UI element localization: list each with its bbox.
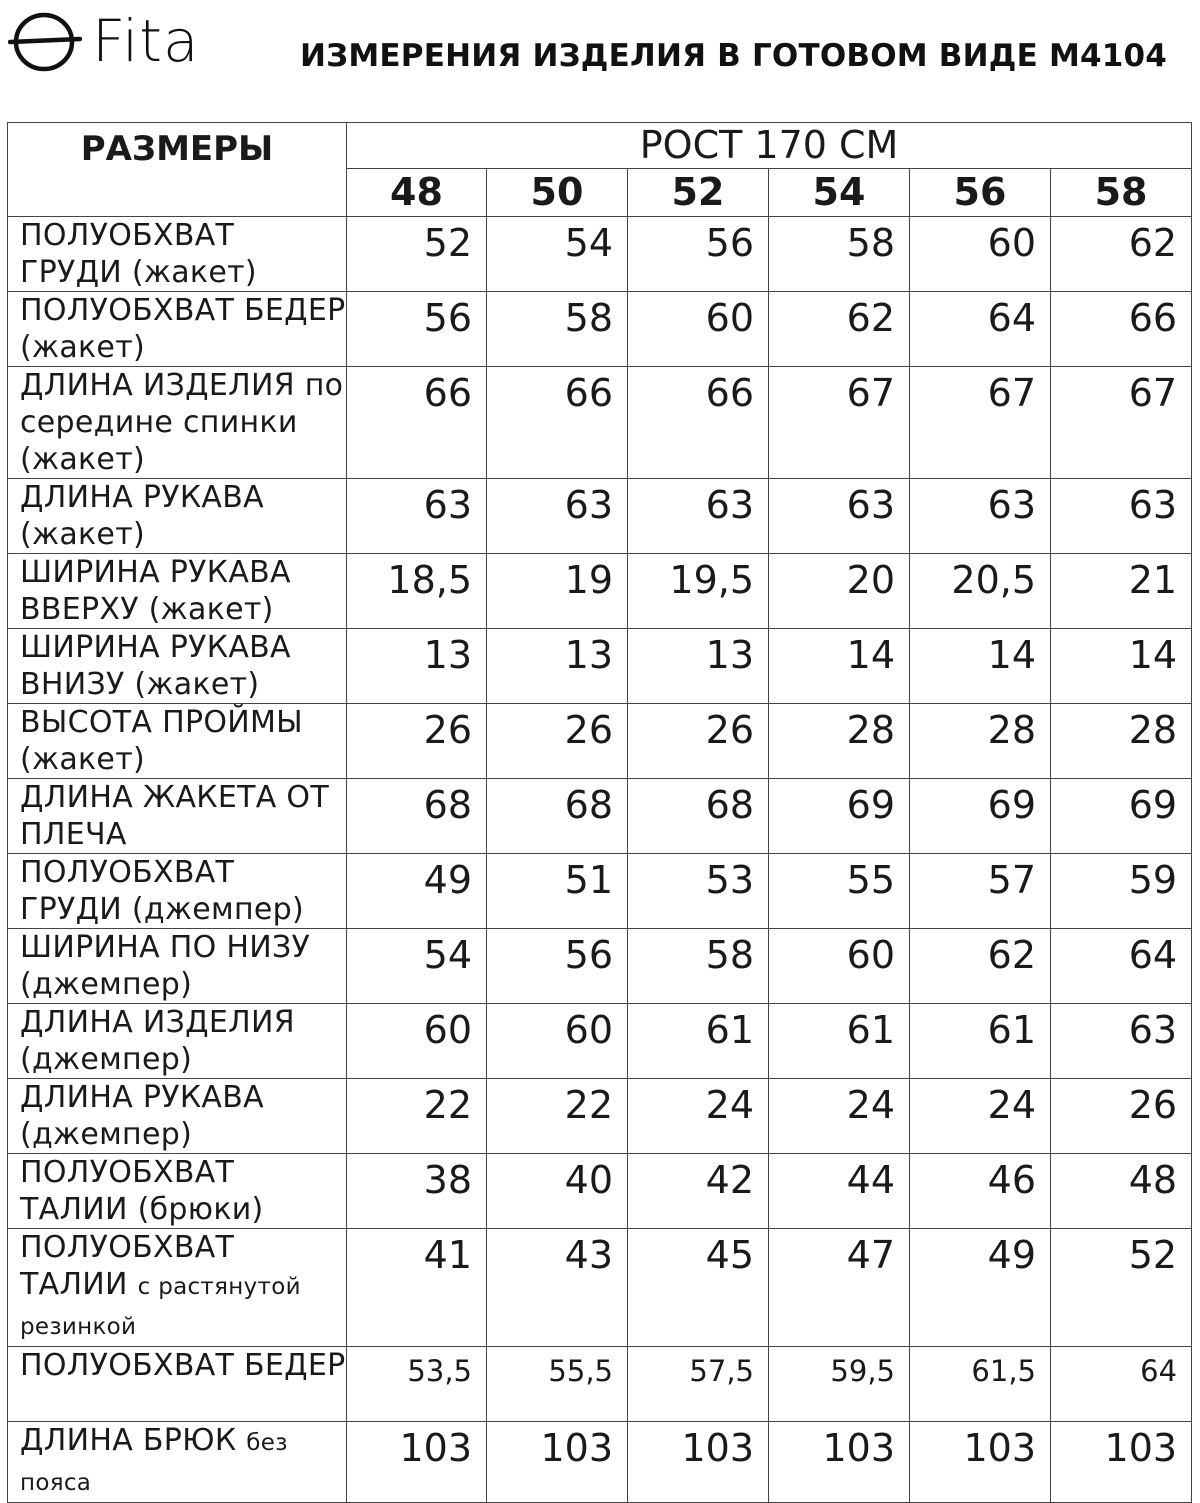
measurement-value: 67 bbox=[769, 367, 910, 479]
table-row bbox=[8, 479, 1192, 554]
measurement-label: ДЛИНА ЖАКЕТА ОТ ПЛЕЧА bbox=[8, 779, 347, 854]
measurement-value: 60 bbox=[487, 1004, 628, 1079]
measurement-value: 103 bbox=[769, 1422, 910, 1503]
measurement-value: 49 bbox=[910, 1229, 1051, 1347]
measurement-value: 66 bbox=[347, 367, 487, 479]
measurement-value: 26 bbox=[347, 704, 487, 779]
measurement-label-note: без пояса bbox=[20, 1430, 288, 1496]
measurement-value: 58 bbox=[769, 217, 910, 292]
sizes-header: РАЗМЕРЫ bbox=[8, 123, 347, 217]
measurement-value: 66 bbox=[628, 367, 769, 479]
measurement-value: 66 bbox=[487, 367, 628, 479]
measurement-label: ПОЛУОБХВАТ ТАЛИИ (брюки) bbox=[8, 1154, 347, 1229]
measurement-value: 68 bbox=[628, 779, 769, 854]
measurement-value: 13 bbox=[347, 629, 487, 704]
table-row bbox=[8, 1347, 1192, 1422]
measurement-value: 38 bbox=[347, 1154, 487, 1229]
measurement-value: 26 bbox=[1051, 1079, 1192, 1154]
fita-logo-icon bbox=[8, 8, 82, 74]
measurement-label: ПОЛУОБХВАТ БЕДЕР (жакет) bbox=[8, 292, 347, 367]
measurement-value: 61,5 bbox=[910, 1347, 1051, 1422]
measurement-value: 42 bbox=[628, 1154, 769, 1229]
document-title: ИЗМЕРЕНИЯ ИЗДЕЛИЯ В ГОТОВОМ ВИДЕ М4104 bbox=[300, 38, 1168, 74]
table-row bbox=[8, 1229, 1192, 1347]
size-header-cell: 54 bbox=[769, 169, 910, 217]
measurement-label-main: ДЛИНА БРЮК bbox=[20, 1423, 237, 1458]
measurement-value: 62 bbox=[769, 292, 910, 367]
measurement-value: 67 bbox=[1051, 367, 1192, 479]
measurement-value: 55 bbox=[769, 854, 910, 929]
measurement-value: 63 bbox=[1051, 1004, 1192, 1079]
measurement-value: 46 bbox=[910, 1154, 1051, 1229]
measurement-value: 13 bbox=[628, 629, 769, 704]
measurement-value: 63 bbox=[347, 479, 487, 554]
size-chart-table bbox=[7, 122, 1192, 1503]
measurement-value: 20 bbox=[769, 554, 910, 629]
measurement-value: 49 bbox=[347, 854, 487, 929]
measurement-value: 60 bbox=[910, 217, 1051, 292]
table-row bbox=[8, 704, 1192, 779]
measurement-label-main: ПОЛУОБХВАТ ТАЛИИ bbox=[20, 1230, 235, 1302]
measurement-label: ДЛИНА РУКАВА (жакет) bbox=[8, 479, 347, 554]
measurement-value: 63 bbox=[1051, 479, 1192, 554]
measurement-value: 40 bbox=[487, 1154, 628, 1229]
size-header-cell: 50 bbox=[487, 169, 628, 217]
measurement-value: 61 bbox=[628, 1004, 769, 1079]
measurement-label: ДЛИНА ИЗДЕЛИЯ по середине спинки (жакет) bbox=[8, 367, 347, 479]
measurement-value: 103 bbox=[910, 1422, 1051, 1503]
measurement-value: 67 bbox=[910, 367, 1051, 479]
measurement-value: 45 bbox=[628, 1229, 769, 1347]
measurement-value: 58 bbox=[487, 292, 628, 367]
measurement-value: 48 bbox=[1051, 1154, 1192, 1229]
measurement-value: 69 bbox=[769, 779, 910, 854]
measurement-value: 28 bbox=[1051, 704, 1192, 779]
table-row bbox=[8, 1079, 1192, 1154]
measurement-value: 44 bbox=[769, 1154, 910, 1229]
measurement-value: 21 bbox=[1051, 554, 1192, 629]
measurement-value: 14 bbox=[1051, 629, 1192, 704]
measurement-value: 52 bbox=[347, 217, 487, 292]
measurement-value: 69 bbox=[1051, 779, 1192, 854]
measurement-value: 62 bbox=[1051, 217, 1192, 292]
table-row bbox=[8, 1422, 1192, 1503]
measurement-value: 63 bbox=[487, 479, 628, 554]
measurement-value: 53 bbox=[628, 854, 769, 929]
measurement-value: 68 bbox=[347, 779, 487, 854]
measurement-value: 26 bbox=[628, 704, 769, 779]
measurement-value: 59,5 bbox=[769, 1347, 910, 1422]
measurement-value: 19 bbox=[487, 554, 628, 629]
measurement-label: ПОЛУОБХВАТ ГРУДИ (жакет) bbox=[8, 217, 347, 292]
measurement-value: 18,5 bbox=[347, 554, 487, 629]
measurement-value: 60 bbox=[628, 292, 769, 367]
measurement-value: 54 bbox=[347, 929, 487, 1004]
measurement-label: ПОЛУОБХВАТ ГРУДИ (джемпер) bbox=[8, 854, 347, 929]
measurement-value: 64 bbox=[910, 292, 1051, 367]
table-row bbox=[8, 367, 1192, 479]
size-header-cell: 48 bbox=[347, 169, 487, 217]
measurement-value: 13 bbox=[487, 629, 628, 704]
measurement-value: 56 bbox=[628, 217, 769, 292]
measurement-label: ШИРИНА РУКАВА ВВЕРХУ (жакет) bbox=[8, 554, 347, 629]
brand-name: Fita bbox=[92, 7, 200, 75]
measurement-value: 14 bbox=[769, 629, 910, 704]
measurement-value: 103 bbox=[1051, 1422, 1192, 1503]
measurement-value: 68 bbox=[487, 779, 628, 854]
measurement-value: 103 bbox=[347, 1422, 487, 1503]
measurement-value: 41 bbox=[347, 1229, 487, 1347]
table-row bbox=[8, 554, 1192, 629]
measurement-value: 64 bbox=[1051, 1347, 1192, 1422]
table-row bbox=[8, 292, 1192, 367]
measurement-value: 60 bbox=[347, 1004, 487, 1079]
measurement-value: 43 bbox=[487, 1229, 628, 1347]
measurement-label: ДЛИНА ИЗДЕЛИЯ (джемпер) bbox=[8, 1004, 347, 1079]
measurement-value: 19,5 bbox=[628, 554, 769, 629]
size-header-cell: 56 bbox=[910, 169, 1051, 217]
measurement-value: 20,5 bbox=[910, 554, 1051, 629]
measurement-value: 52 bbox=[1051, 1229, 1192, 1347]
measurement-label: ПОЛУОБХВАТ БЕДЕР bbox=[8, 1347, 347, 1422]
measurement-label bbox=[8, 1229, 347, 1347]
measurement-value: 61 bbox=[769, 1004, 910, 1079]
measurement-value: 47 bbox=[769, 1229, 910, 1347]
measurement-value: 58 bbox=[628, 929, 769, 1004]
measurement-value: 66 bbox=[1051, 292, 1192, 367]
measurement-value: 57 bbox=[910, 854, 1051, 929]
measurement-value: 14 bbox=[910, 629, 1051, 704]
measurement-value: 59 bbox=[1051, 854, 1192, 929]
measurement-value: 24 bbox=[910, 1079, 1051, 1154]
measurement-label: ШИРИНА РУКАВА ВНИЗУ (жакет) bbox=[8, 629, 347, 704]
table-row bbox=[8, 1154, 1192, 1229]
measurement-label bbox=[8, 1422, 347, 1503]
measurement-value: 56 bbox=[347, 292, 487, 367]
height-header: РОСТ 170 СМ bbox=[347, 123, 1192, 169]
measurement-value: 60 bbox=[769, 929, 910, 1004]
measurement-value: 69 bbox=[910, 779, 1051, 854]
measurement-value: 26 bbox=[487, 704, 628, 779]
size-header-cell: 52 bbox=[628, 169, 769, 217]
table-row bbox=[8, 779, 1192, 854]
measurement-value: 51 bbox=[487, 854, 628, 929]
measurement-value: 62 bbox=[910, 929, 1051, 1004]
table-row bbox=[8, 854, 1192, 929]
measurement-value: 24 bbox=[628, 1079, 769, 1154]
measurement-value: 64 bbox=[1051, 929, 1192, 1004]
measurement-value: 54 bbox=[487, 217, 628, 292]
measurement-label: ДЛИНА РУКАВА (джемпер) bbox=[8, 1079, 347, 1154]
measurement-label-note: с растянутой резинкой bbox=[20, 1274, 301, 1340]
measurement-value: 63 bbox=[910, 479, 1051, 554]
table-row bbox=[8, 1004, 1192, 1079]
measurement-value: 103 bbox=[628, 1422, 769, 1503]
table-row bbox=[8, 629, 1192, 704]
measurement-value: 22 bbox=[487, 1079, 628, 1154]
measurement-value: 103 bbox=[487, 1422, 628, 1503]
header-row-height bbox=[8, 123, 1192, 169]
measurement-value: 57,5 bbox=[628, 1347, 769, 1422]
table-row bbox=[8, 217, 1192, 292]
measurement-value: 24 bbox=[769, 1079, 910, 1154]
size-header-cell: 58 bbox=[1051, 169, 1192, 217]
measurement-label: ШИРИНА ПО НИЗУ (джемпер) bbox=[8, 929, 347, 1004]
measurement-value: 56 bbox=[487, 929, 628, 1004]
measurement-value: 61 bbox=[910, 1004, 1051, 1079]
measurement-label: ВЫСОТА ПРОЙМЫ (жакет) bbox=[8, 704, 347, 779]
brand-logo bbox=[8, 6, 200, 76]
measurement-value: 22 bbox=[347, 1079, 487, 1154]
table-row bbox=[8, 929, 1192, 1004]
measurement-value: 63 bbox=[628, 479, 769, 554]
measurement-value: 28 bbox=[910, 704, 1051, 779]
measurement-value: 55,5 bbox=[487, 1347, 628, 1422]
measurement-value: 28 bbox=[769, 704, 910, 779]
measurement-value: 63 bbox=[769, 479, 910, 554]
measurement-value: 53,5 bbox=[347, 1347, 487, 1422]
